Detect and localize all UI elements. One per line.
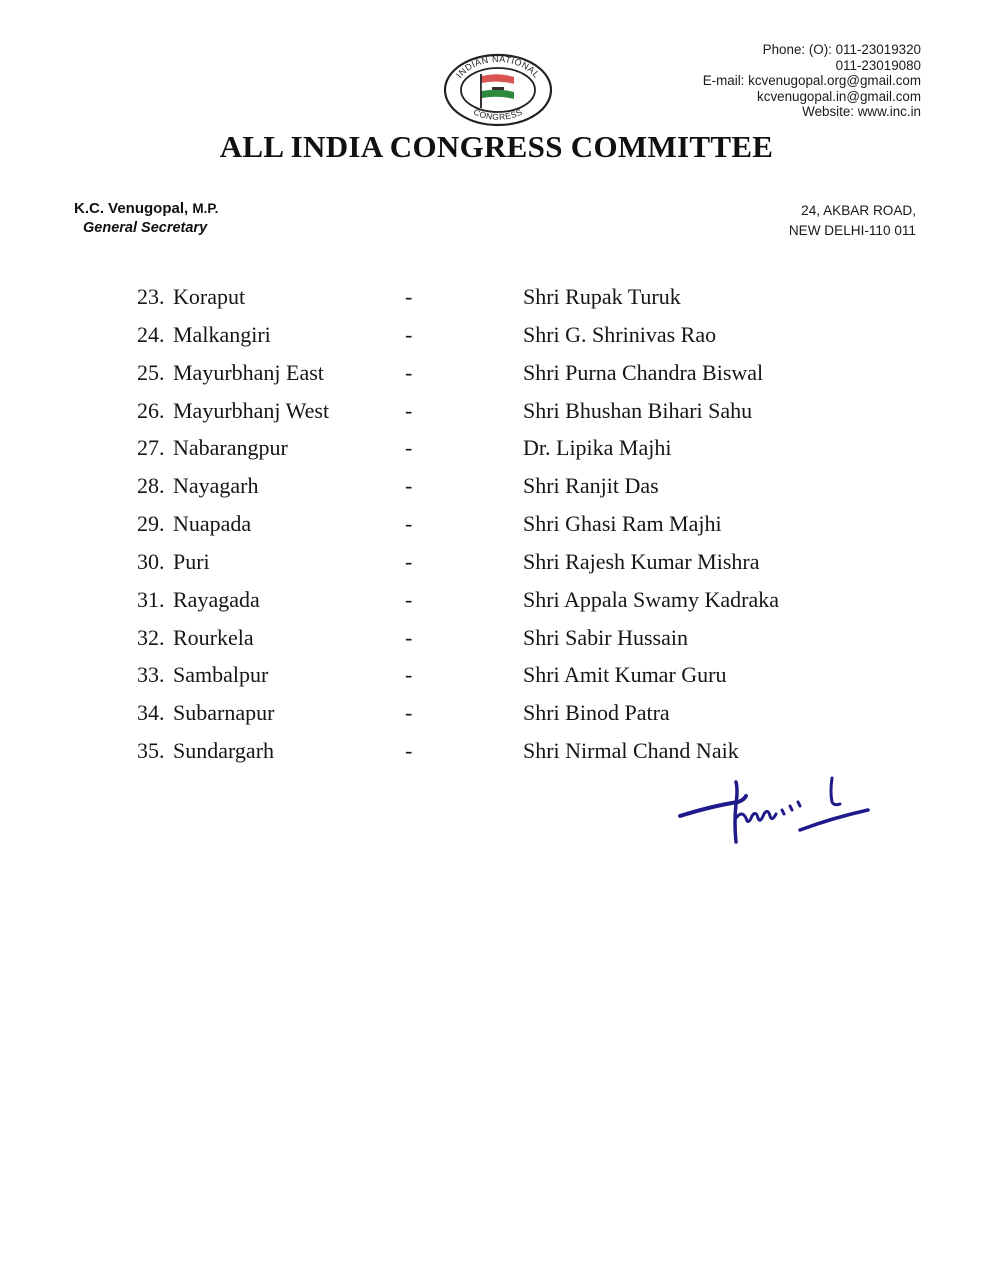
list-item [137,625,837,663]
address-line-1: 24, AKBAR ROAD, [801,203,916,218]
logo-text-top: INDIAN NATIONAL [454,53,542,80]
constituency: Nuapada [173,511,252,537]
email-line-1: E-mail: kcvenugopal.org@gmail.com [702,73,921,89]
list-item [137,473,837,511]
flag-icon [481,74,514,108]
separator: - [405,586,413,612]
appointee: Shri Rajesh Kumar Mishra [523,548,760,574]
appointee: Shri Appala Swamy Kadraka [523,586,779,612]
item-number: 33. [137,662,165,688]
appointee: Shri Purna Chandra Biswal [523,359,764,385]
separator: - [405,700,413,726]
list-item [137,700,837,738]
list-item [137,549,837,587]
address-block [789,201,916,241]
sender-role: General Secretary [83,220,208,236]
separator: - [405,397,413,423]
phone-line-1: Phone: (O): 011-23019320 [762,42,921,57]
list-item [137,322,837,360]
item-number: 25. [137,359,165,385]
separator: - [405,473,413,499]
constituency: Mayurbhanj East [173,359,324,385]
separator: - [405,738,413,764]
phone-line-2: 011-23019080 [835,57,921,73]
sender-name: K.C. Venugopal, [74,200,189,217]
appointee: Dr. Lipika Majhi [523,435,672,461]
constituency: Sundargarh [173,738,275,764]
item-number: 30. [137,548,165,574]
appointee: Shri Ranjit Das [523,473,659,499]
appointment-list [137,284,837,776]
item-number: 28. [137,473,165,499]
sender-name-line [74,200,218,217]
separator: - [405,359,413,385]
website-line: Website: www.inc.in [802,104,921,120]
item-number: 35. [137,738,165,764]
item-number: 23. [137,284,165,309]
email-line-2: kcvenugopal.in@gmail.com [757,88,921,104]
constituency: Nabarangpur [173,435,288,461]
appointee: Shri Ghasi Ram Majhi [523,511,722,537]
item-number: 27. [137,435,165,461]
constituency: Nayagarh [173,473,259,499]
list-item [137,435,837,473]
item-number: 32. [137,624,165,650]
constituency: Rourkela [173,624,254,650]
list-item [137,360,837,398]
item-number: 31. [137,586,165,612]
appointee: Shri Rupak Turuk [523,284,681,309]
separator: - [405,435,413,461]
separator: - [405,511,413,537]
logo-text-bottom: CONGRESS [471,106,525,122]
item-number: 24. [137,321,165,347]
party-logo [442,52,554,128]
appointee: Shri Amit Kumar Guru [523,662,727,688]
list-item [137,511,837,549]
appointee: Shri Binod Patra [523,700,670,726]
item-number: 26. [137,397,165,423]
constituency: Koraput [173,284,246,309]
list-item [137,398,837,436]
list-item [137,662,837,700]
appointee: Shri G. Shrinivas Rao [523,321,717,347]
address-line-2: NEW DELHI-110 011 [788,223,916,238]
appointee: Shri Bhushan Bihari Sahu [523,397,753,423]
constituency: Puri [173,548,210,574]
constituency: Rayagada [173,586,260,612]
separator: - [405,662,413,688]
appointee: Shri Sabir Hussain [523,624,688,650]
separator: - [405,321,413,347]
list-item [137,587,837,625]
sender-suffix: M.P. [192,201,219,216]
appointee: Shri Nirmal Chand Naik [523,738,739,764]
list-item [137,284,837,322]
separator: - [405,548,413,574]
item-number: 29. [137,511,165,537]
contact-block [703,42,921,120]
organization-title: ALL INDIA CONGRESS COMMITTEE [219,129,774,164]
constituency: Sambalpur [173,662,269,688]
signature [672,770,877,852]
sender-block [74,200,218,236]
item-number: 34. [137,700,165,726]
separator: - [405,284,413,309]
constituency: Mayurbhanj West [173,397,330,423]
separator: - [405,624,413,650]
constituency: Malkangiri [173,321,271,347]
constituency: Subarnapur [173,700,275,726]
